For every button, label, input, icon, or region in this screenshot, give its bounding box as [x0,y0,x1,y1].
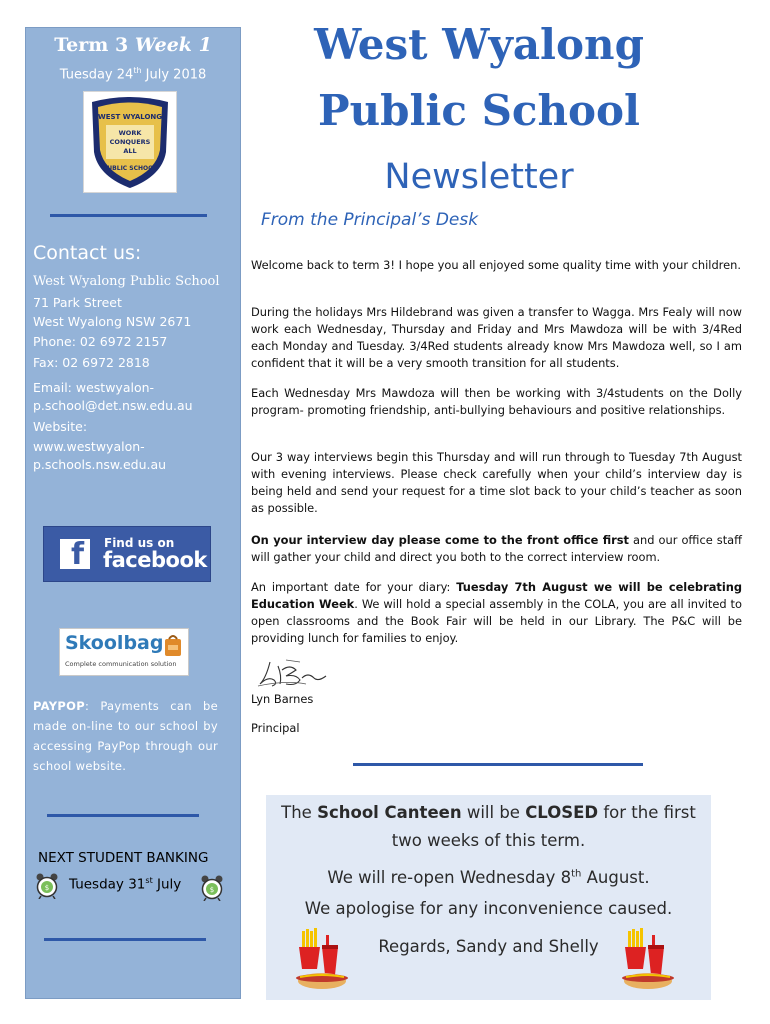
letter-paragraph: On your interview day please come to the front office first and our office staff will gather your child and direct you both to the correct interview room. [251,533,742,564]
section-heading: From the Principal’s Desk [261,210,479,230]
divider [44,938,206,941]
school-badge [83,91,177,193]
school-crest-icon [84,92,176,192]
canteen-line-3: We will re-open Wednesday 8th August. [327,868,650,887]
banking-date: Tuesday 31st July [69,876,182,893]
facebook-find-label: Find us on [104,536,175,550]
email-line-1: Email: westwyalon- [33,380,155,395]
badge-motto-3: ALL [123,147,137,155]
divider [353,763,643,766]
fax: Fax: 02 6972 2818 [33,355,150,370]
term-heading: Term 3 Week 1 [54,34,212,56]
badge-motto-1: WORK [118,129,142,137]
facebook-icon: f [60,539,90,569]
sidebar [25,27,241,999]
badge-text-top: WEST WYALONG [97,113,163,121]
paypop-label[interactable]: PAYPOP [33,699,85,713]
badge-motto-2: CONQUERS [109,138,151,146]
canteen-line-4: We apologise for any inconvenience caused. [304,899,673,918]
phone: Phone: 02 6972 2157 [33,334,168,349]
skoolbag-tagline: Complete communication solution [65,660,177,668]
newsletter-heading: Newsletter [384,157,574,197]
canteen-line-1: The School Canteen will be CLOSED for the first [281,803,696,822]
fast-food-icon [618,925,682,993]
address-line-2: West Wyalong NSW 2671 [33,314,192,329]
divider [47,814,199,817]
canteen-line-2: two weeks of this term. [391,831,586,850]
contact-heading: Contact us: [33,242,142,264]
skoolbag-logo[interactable] [59,628,189,676]
email-line-2[interactable]: p.school@det.nsw.edu.au [33,398,193,413]
letter-paragraph: During the holidays Mrs Hildebrand was given a transfer to Wagga. Mrs Fealy will now work each Wednesday, Thursday and Friday and Mrs Mawdoza will be with 3/4Red each Monday and Tuesday. 3/4Red students already know Mrs Mawdoza well, so I am confident that it will be a very smooth transition for all students. [251,305,742,370]
paypop-note: PAYPOP: Payments can be made on-line to our school by accessing PayPop through our school website. [33,699,218,773]
facebook-button[interactable] [43,526,211,582]
signer-role: Principal [251,721,300,735]
schoolbag-icon [163,633,183,657]
banking-heading: NEXT STUDENT BANKING [38,850,209,866]
svg-text:$: $ [209,886,215,894]
signature [256,656,332,690]
issue-date: Tuesday 24th July 2018 [59,66,207,83]
school-title-line-1: West Wyalong [314,20,644,69]
school-title-line-2: Public School [317,86,640,135]
canteen-notice [266,795,711,1000]
signer-name: Lyn Barnes [251,692,314,706]
facebook-wordmark: facebook [103,548,207,572]
fast-food-icon [292,925,356,993]
alarm-clock-icon [36,873,58,899]
canteen-line-5: Regards, Sandy and Shelly [378,937,599,956]
letter-paragraph: An important date for your diary: Tuesday 7th August we will be celebrating Education Week. We will hold a special assembly in the COLA, you are all invited to open classrooms and the Book Fair will be held in our Library. The P&C will be providing lunch for families to enjoy. [251,580,742,645]
website-line-1[interactable]: www.westwyalon- [33,439,145,454]
badge-text-bottom: PUBLIC SCHOOL [102,165,158,172]
letter-paragraph: Our 3 way interviews begin this Thursday and will run through to Tuesday 7th August with evening interviews. Please check carefully when your child’s interview day is being held and send your request for a time slot back to your child’s teacher as soon as possible. [251,450,742,515]
website-label: Website: [33,419,88,434]
letter-paragraph: Each Wednesday Mrs Mawdoza will then be working with 3/4students on the Dolly program- promoting friendship, anti-bullying behaviours and positive relationships. [251,386,742,417]
svg-text:$: $ [44,884,50,892]
website-line-2[interactable]: p.schools.nsw.edu.au [33,457,167,472]
address-line-1: 71 Park Street [33,295,122,310]
skoolbag-wordmark: Skoolbag [65,632,164,654]
divider [50,214,207,217]
school-name: West Wyalong Public School [33,274,220,289]
alarm-clock-icon [201,875,223,901]
letter-paragraph: Welcome back to term 3! I hope you all enjoyed some quality time with your children. [251,258,741,272]
